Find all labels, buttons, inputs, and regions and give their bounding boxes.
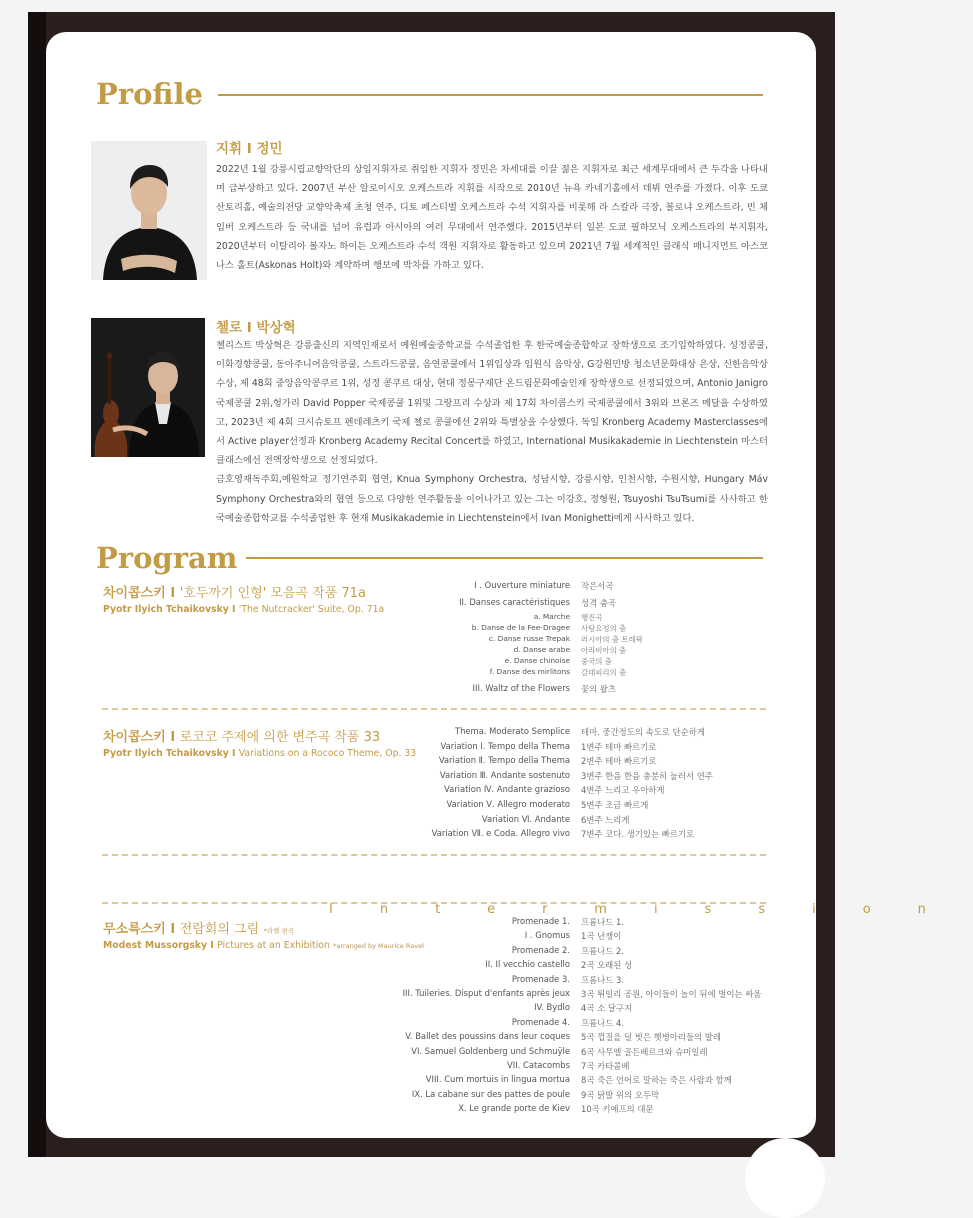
piece2-movement-8-ko: 7변주 코다. 생기있는 빠르기로 [581, 829, 695, 840]
piece1-work-en: 'The Nutcracker' Suite, Op. 71a [238, 604, 385, 615]
piece3-movement-11-en: VII. Catacombs [507, 1060, 570, 1070]
piece2-movement-1-ko: 테마. 중간정도의 속도로 단순하게 [581, 727, 705, 737]
piece2-movement-8-en: Variation Ⅶ. e Coda. Allegro vivo [431, 828, 570, 839]
piece2-work-ko: 로코코 주제에 의한 변주곡 작품 33 [179, 730, 381, 745]
profile-heading-rule [218, 94, 763, 96]
piece1-movement-5-ko: 러시아의 춤 트레팍 [581, 635, 643, 644]
piece3-movement-14-ko: 10곡 키예프의 대문 [581, 1104, 654, 1115]
program-heading-rule [246, 557, 763, 559]
piece2-movement-7-ko: 6변주 느리게 [581, 814, 630, 825]
piece1-movement-4-ko: 사탕요정의 춤 [581, 624, 627, 633]
piece1-composer-ko: 차이콥스키 I [103, 586, 176, 601]
piece1-composer-en: Pyotr Ilyich Tchaikovsky I [103, 604, 236, 615]
piece3-movement-3-ko: 프롬나드 2. [581, 945, 625, 956]
piece3-work-ko: 전람회의 그림 [179, 922, 260, 937]
piece1-title-ko [103, 582, 366, 601]
piece1-movement-2-en: II. Danses caractéristiques [459, 597, 570, 607]
piece3-movement-7-en: IV. Bydlo [534, 1002, 570, 1013]
piece3-movement-7-ko: 4곡 소 달구지 [581, 1003, 633, 1014]
piece1-movement-7-ko: 중국의 춤 [581, 657, 612, 666]
piece2-title-ko [103, 726, 380, 745]
piece3-arranger-en: *arranged by Maurice Ravel [333, 942, 424, 950]
piece1-movement-3-ko: 행진곡 [581, 613, 603, 622]
piece2-title-en [103, 748, 416, 759]
cellist-bio-paragraph-2: 금호영재독주회,예원학교 정기연주회 협연, Knua Symphony Orchestra, 성남시향, 강릉시향, 인천시향, 수원시향, Hungary Máv Symphony Orchestra와의 협연 등으로 다양한 연주활동을 이어나가고 있는 그는 이강호, 정형원, Tsuyoshi TsuTsumi를 사사하고 한국예술종합학교를 수석졸업한 후 현재 Musikakademie in Liechtenstein에서 Ivan Monighetti에게 사사하고 있다. [216, 474, 768, 524]
piece3-composer-ko: 무소륵스키 I [103, 922, 176, 937]
piece3-movement-3-en: Promenade 2. [511, 944, 570, 955]
piece3-movement-2-ko: 1곡 난쟁이 [581, 931, 622, 942]
piece2-movement-6-en: Variation Ⅴ. Allegro moderato [446, 799, 570, 809]
piece2-movement-4-ko: 3변주 한음 한음 충분히 눌러서 연주 [581, 770, 713, 781]
piece1-movement-7-en: e. Danse chinoise [504, 656, 570, 665]
piece1-movement-6-en: d. Danse arabe [513, 645, 570, 654]
piece1-movement-1-ko: 작은서곡 [581, 581, 614, 591]
piece2-movement-1-en: Thema. Moderato Semplice [454, 726, 570, 736]
piece2-movement-7-en: Variation Ⅵ. Andante [481, 813, 570, 824]
piece3-movement-2-en: I . Gnomus [524, 930, 570, 941]
cellist-name: 첼로 I 박상혁 [216, 320, 296, 336]
piece3-movement-1-en: Promenade 1. [511, 916, 570, 926]
piece3-movement-4-ko: 2곡 오래된 성 [581, 960, 633, 971]
program-heading: Program [96, 541, 238, 575]
frame-edge [28, 12, 46, 1157]
piece2-movement-5-en: Variation Ⅳ. Andante grazioso [444, 784, 570, 795]
piece1-title-en [103, 604, 384, 615]
piece1-movement-1-en: I . Ouverture miniature [474, 580, 570, 590]
piece2-movement-4-en: Variation Ⅲ. Andante sostenuto [439, 769, 570, 780]
piece1-movement-8-ko: 갈대피리의 춤 [581, 668, 627, 677]
piece2-movement-5-ko: 4변주 느리고 우아하게 [581, 785, 665, 796]
piece3-movement-6-en: III. Tuileries. Disput d'enfants après jeux [402, 988, 570, 998]
cellist-bio [216, 336, 768, 528]
piece3-movement-13-en: IX. La cabane sur des pattes de poule [411, 1088, 570, 1099]
piece2-work-en: Variations on a Rococo Theme, Op. 33 [238, 748, 417, 759]
intermission-label: Intermission [329, 902, 973, 917]
conductor-name: 지휘 I 정민 [216, 141, 283, 157]
piece3-movement-13-ko: 9곡 닭발 위의 오두막 [581, 1089, 660, 1100]
piece3-work-en: Pictures at an Exhibition [217, 940, 330, 951]
piece3-movement-5-ko: 프롬나드 3. [581, 974, 625, 985]
piece3-movement-8-en: Promenade 4. [511, 1016, 570, 1027]
piece1-work-ko: '호두까기 인형' 모음곡 작품 71a [179, 586, 367, 601]
piece2-composer-en: Pyotr Ilyich Tchaikovsky I [103, 748, 236, 759]
profile-heading: Profile [96, 77, 203, 111]
piece1-movement-6-ko: 아라비아의 춤 [581, 646, 627, 655]
piece3-movement-5-en: Promenade 3. [511, 973, 570, 984]
piece3-movement-9-ko: 5곡 껍질을 덜 벗은 햇병아리들의 발레 [581, 1032, 721, 1043]
piece3-composer-en: Modest Mussorgsky I [103, 940, 214, 951]
piece3-title-ko [103, 918, 294, 937]
piece1-movement-5-en: c. Danse russe Trepak [488, 634, 570, 643]
program-card [46, 32, 973, 1138]
conductor-bio: 2022년 1월 강릉시립교향악단의 상임지휘자로 취임한 지휘자 정민은 차세대를 이끌 젊은 지휘자로 최근 세계무대에서 큰 두각을 나타내며 급부상하고 있다. 2007년 부산 알로이시오 오케스트라 지휘를 시작으로 2010년 뉴욕 카네기홀에서 데뷔 연주를 가졌다. 이후 도쿄 산토리홀, 예술의전당 교향악축제 초청 연주, 디토 페스티벌 오케스트라 수석 지휘자를 비롯해 라 스칼라 극장, 볼로냐 오케스트라, 빈 체임버 오케스트라 등 국내를 넘어 유럽과 아시아의 여러 무대에서 연주했다. 2015년부터 일본 도쿄 필하모닉 오케스트라의 부지휘자, 2020년부터 이탈리아 볼자노 하이든 오케스트라 수석 객원 지휘자로 활동하고 있으며 2021년 7월 세계적인 클래식 매니지먼트 아스코나스 홀트(Askonas Holt)와 계약하며 행보에 박차를 가하고 있다. [216, 164, 768, 272]
corner-button [745, 1138, 825, 1218]
piece1-movement-8-en: f. Danse des mirlitons [489, 667, 570, 676]
piece2-composer-ko: 차이콥스키 I [103, 730, 176, 745]
piece3-movement-6-ko: 3곡 튀일리 공원, 아이들이 놀이 뒤에 벌이는 싸움 [581, 989, 762, 999]
piece1-movement-9-en: III. Waltz of the Flowers [472, 683, 570, 693]
piece2-movement-3-en: Variation Ⅱ. Tempo della Thema [438, 755, 570, 766]
piece1-movement-4-en: b. Danse de la Fee-Dragee [471, 623, 570, 632]
piece3-movement-10-ko: 6곡 사무엘 골든베르크와 슈미일레 [581, 1046, 708, 1057]
piece2-movement-6-ko: 5변주 조금 빠르게 [581, 800, 649, 810]
piece1-movement-3-en: a. Marche [533, 612, 570, 621]
piece3-movement-1-ko: 프롬나드 1. [581, 917, 625, 927]
piece2-movement-3-ko: 2변주 테마 빠르기로 [581, 756, 657, 767]
divider-1 [102, 708, 766, 710]
piece3-movement-10-en: VI. Samuel Goldenberg und Schmuÿle [411, 1045, 570, 1056]
piece1-movement-2-ko: 성격 춤곡 [581, 598, 617, 608]
piece3-arranger-ko: *라벨 편곡 [263, 927, 295, 935]
piece3-movement-8-ko: 프롬나드 4. [581, 1017, 625, 1028]
piece3-movement-12-en: VIII. Cum mortuis in lingua mortua [425, 1074, 570, 1085]
cellist-bio-paragraph-1: 첼리스트 박상혁은 강릉출신의 지역인재로서 예원예술중학교를 수석졸업한 후 한국예술종합학교 장학생으로 조기입학하였다. 성정콩쿨, 이화경향콩쿨, 동아주니어음악콩쿨, 스트라드콩쿨, 음연콩쿨에서 1위입상과 임원식 음악상, G강원민방 청소년문화대상 은상, 신한음악상 수상, 제 48회 중앙음악콩쿠르 1위, 성정 콩쿠르 대상, 현대 정몽구재단 온드림문화예술인재 장학생으로 선정되었으며, Antonio Janigro 국제콩쿨 2위,헝가리 David Popper 국제콩쿨 1위및 그랑프리 수상과 제 17회 차이콥스키 국제콩쿨에서 3위와 브론즈 메달을 수상하였고, 2023년 제 4회 크시슈토프 펜데레츠키 국제 첼로 콩쿨에선 2위와 특별상을 수상했다. 독일 Kronberg Academy Masterclasses에서 Active player선정과 Kronberg Academy Recital Concert를 하였고, International Musikakademie in Liechtenstein 마스터클래스에선 전액장학생으로 선정되었다. [216, 340, 768, 467]
divider-3 [102, 902, 766, 904]
piece3-movement-11-ko: 7곡 카타콤베 [581, 1061, 630, 1071]
piece1-movement-9-ko: 꽃의 왈츠 [581, 684, 617, 694]
divider-2 [102, 854, 766, 856]
piece3-movement-4-en: II. Il vecchio castello [485, 959, 570, 970]
piece3-title-en [103, 940, 424, 951]
piece3-movement-9-en: V. Ballet des poussins dans leur coques [405, 1031, 570, 1042]
conductor-photo [91, 141, 207, 280]
cellist-photo [91, 318, 205, 457]
piece3-movement-12-ko: 8곡 죽은 언어로 말하는 죽은 사람과 함께 [581, 1075, 732, 1086]
piece2-movement-2-en: Variation Ⅰ. Tempo della Thema [440, 740, 570, 751]
piece3-movement-14-en: X. Le grande porte de Kiev [458, 1103, 570, 1114]
piece2-movement-2-ko: 1변주 테마 빠르기로 [581, 741, 657, 752]
